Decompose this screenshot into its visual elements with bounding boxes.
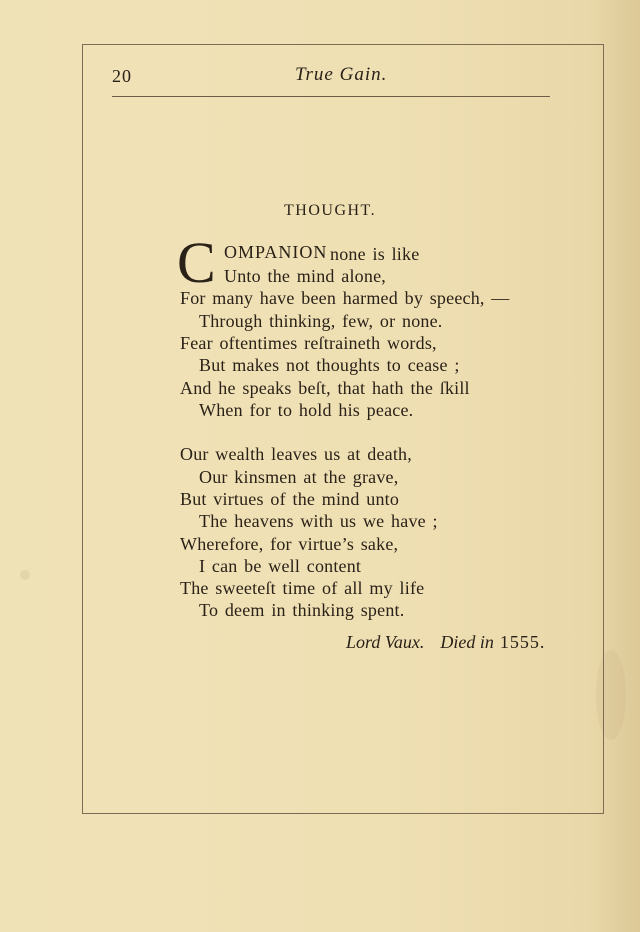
poem-line: Fear oftentimes reſtraineth words, bbox=[180, 333, 437, 353]
poem-line: I can be well content bbox=[199, 556, 362, 576]
attribution bbox=[346, 632, 545, 653]
poem-line: But virtues of the mind unto bbox=[180, 489, 400, 509]
paper-stain bbox=[20, 570, 30, 580]
drop-cap: C bbox=[177, 230, 216, 295]
running-head: True Gain. bbox=[295, 64, 388, 85]
poem-line: For many have been harmed by speech, — bbox=[180, 288, 510, 308]
page-number: 20 bbox=[112, 66, 132, 86]
poem-line: The heavens with us we have ; bbox=[199, 511, 438, 531]
poem-line: Unto the mind alone, bbox=[224, 266, 386, 286]
first-word-smallcaps: OMPANION bbox=[224, 242, 328, 262]
poem-line: Wherefore, for virtue’s sake, bbox=[180, 534, 399, 554]
poem-line: Our wealth leaves us at death, bbox=[180, 444, 412, 464]
header-rule bbox=[112, 96, 550, 97]
poem-line: Through thinking, few, or none. bbox=[199, 311, 443, 331]
attribution-year: 1555. bbox=[499, 632, 546, 652]
attribution-died-label: Died in bbox=[440, 632, 494, 652]
poem-title: THOUGHT. bbox=[284, 202, 377, 219]
poem-line: To deem in thinking spent. bbox=[199, 600, 405, 620]
poem-line: none is like bbox=[330, 244, 420, 264]
page-border bbox=[82, 44, 604, 814]
poem-line: And he speaks beſt, that hath the ſkill bbox=[180, 378, 470, 398]
poem-line: But makes not thoughts to cease ; bbox=[199, 355, 460, 375]
poem-line: Our kinsmen at the grave, bbox=[199, 467, 399, 487]
poem-line: The sweeteſt time of all my life bbox=[180, 578, 425, 598]
attribution-author: Lord Vaux. bbox=[346, 632, 425, 652]
poem-line: When for to hold his peace. bbox=[199, 400, 414, 420]
